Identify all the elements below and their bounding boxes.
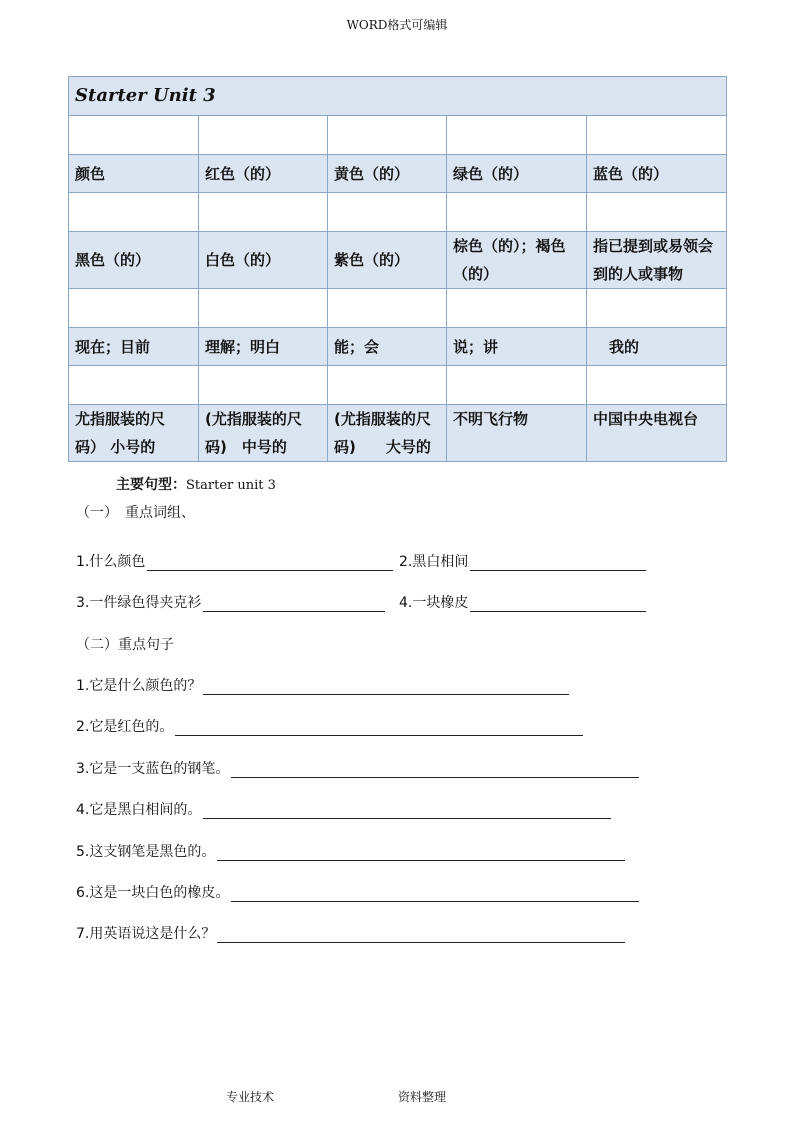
sentence-prompt: 2.它是红色的。 <box>76 719 174 735</box>
meaning-cell: (尤指服装的尺码) 大号的 <box>328 405 447 462</box>
meaning-cell: 能；会 <box>328 328 447 366</box>
sentences-heading: （二）重点句子 <box>76 637 174 653</box>
meaning-cell: 中国中央电视台 <box>587 405 727 462</box>
sentence-prompt: 3.它是一支蓝色的钢笔。 <box>76 761 230 777</box>
blank-cell <box>328 289 447 328</box>
section-title-en: Starter unit 3 <box>186 478 276 493</box>
phrase-line <box>76 592 385 612</box>
phrase-prompt: 2.黑白相间 <box>399 554 469 570</box>
sentence-prompt: 1.它是什么颜色的？ <box>76 678 202 694</box>
blank-cell <box>199 366 328 405</box>
blank-cell <box>199 116 328 155</box>
meaning-cell: 我的 <box>587 328 727 366</box>
answer-blank[interactable] <box>231 886 639 902</box>
meaning-cell: 蓝色（的） <box>587 155 727 193</box>
phrase-line <box>399 592 646 612</box>
sentence-prompt: 7.用英语说这是什么？ <box>76 926 216 942</box>
phrase-prompt: 3.一件绿色得夹克衫 <box>76 595 202 611</box>
answer-blank[interactable] <box>175 720 583 736</box>
blank-cell <box>587 366 727 405</box>
answer-blank[interactable] <box>231 762 639 778</box>
blank-cell <box>69 116 199 155</box>
sentence-prompt: 5.这支钢笔是黑色的。 <box>76 844 216 860</box>
answer-blank[interactable] <box>470 555 646 571</box>
sentence-line <box>76 758 639 778</box>
phrases-heading: （一） 重点词组、 <box>76 505 195 521</box>
section-title <box>116 474 276 494</box>
sentence-line <box>76 841 625 861</box>
answer-blank[interactable] <box>203 679 569 695</box>
meaning-row <box>69 232 727 289</box>
blank-cell <box>587 289 727 328</box>
blank-cell <box>199 193 328 232</box>
meaning-cell: 绿色（的） <box>447 155 587 193</box>
answer-blank[interactable] <box>470 596 646 612</box>
sentence-line <box>76 882 639 902</box>
meaning-cell: 白色（的） <box>199 232 328 289</box>
meaning-cell: 紫色（的） <box>328 232 447 289</box>
answer-blank[interactable] <box>217 927 625 943</box>
phrase-prompt: 1.什么颜色 <box>76 554 146 570</box>
answer-blank[interactable] <box>147 555 393 571</box>
meaning-cell: 棕色（的）；褐色（的） <box>447 232 587 289</box>
meaning-cell: (尤指服装的尺码) 中号的 <box>199 405 328 462</box>
footer-right: 资料整理 <box>398 1090 447 1104</box>
meaning-row <box>69 405 727 462</box>
blank-row <box>69 366 727 405</box>
answer-blank[interactable] <box>217 845 625 861</box>
blank-cell <box>447 193 587 232</box>
meaning-cell: 颜色 <box>69 155 199 193</box>
meaning-cell: 尤指服装的尺码） 小号的 <box>69 405 199 462</box>
blank-cell <box>69 289 199 328</box>
footer-left: 专业技术 <box>226 1090 275 1104</box>
blank-cell <box>69 366 199 405</box>
blank-cell <box>587 193 727 232</box>
meaning-row <box>69 155 727 193</box>
meaning-cell: 不明飞行物 <box>447 405 587 462</box>
meaning-cell: 黄色（的） <box>328 155 447 193</box>
sentence-line <box>76 923 625 943</box>
sentence-line <box>76 675 569 695</box>
blank-row <box>69 193 727 232</box>
table-title-row <box>69 77 727 116</box>
page-header: WORD格式可编辑 <box>346 18 448 32</box>
answer-blank[interactable] <box>203 596 385 612</box>
phrase-prompt: 4.一块橡皮 <box>399 595 469 611</box>
vocabulary-table <box>68 76 727 462</box>
meaning-cell: 现在；目前 <box>69 328 199 366</box>
sentence-line <box>76 799 611 819</box>
blank-cell <box>328 366 447 405</box>
blank-cell <box>447 366 587 405</box>
meaning-cell: 说；讲 <box>447 328 587 366</box>
answer-blank[interactable] <box>203 803 611 819</box>
phrase-line <box>399 551 646 571</box>
blank-cell <box>587 116 727 155</box>
meaning-cell: 理解；明白 <box>199 328 328 366</box>
blank-cell <box>328 116 447 155</box>
sentence-line <box>76 716 583 736</box>
sentence-prompt: 4.它是黑白相间的。 <box>76 802 202 818</box>
blank-cell <box>69 193 199 232</box>
table-title: Starter Unit 3 <box>69 77 727 116</box>
blank-cell <box>199 289 328 328</box>
blank-cell <box>328 193 447 232</box>
meaning-cell: 红色（的） <box>199 155 328 193</box>
sentence-prompt: 6.这是一块白色的橡皮。 <box>76 885 230 901</box>
blank-row <box>69 289 727 328</box>
blank-row <box>69 116 727 155</box>
phrase-line <box>76 551 393 571</box>
section-title-label: 主要句型： <box>116 477 186 493</box>
meaning-cell: 指已提到或易领会到的人或事物 <box>587 232 727 289</box>
meaning-row <box>69 328 727 366</box>
meaning-cell: 黑色（的） <box>69 232 199 289</box>
blank-cell <box>447 116 587 155</box>
blank-cell <box>447 289 587 328</box>
